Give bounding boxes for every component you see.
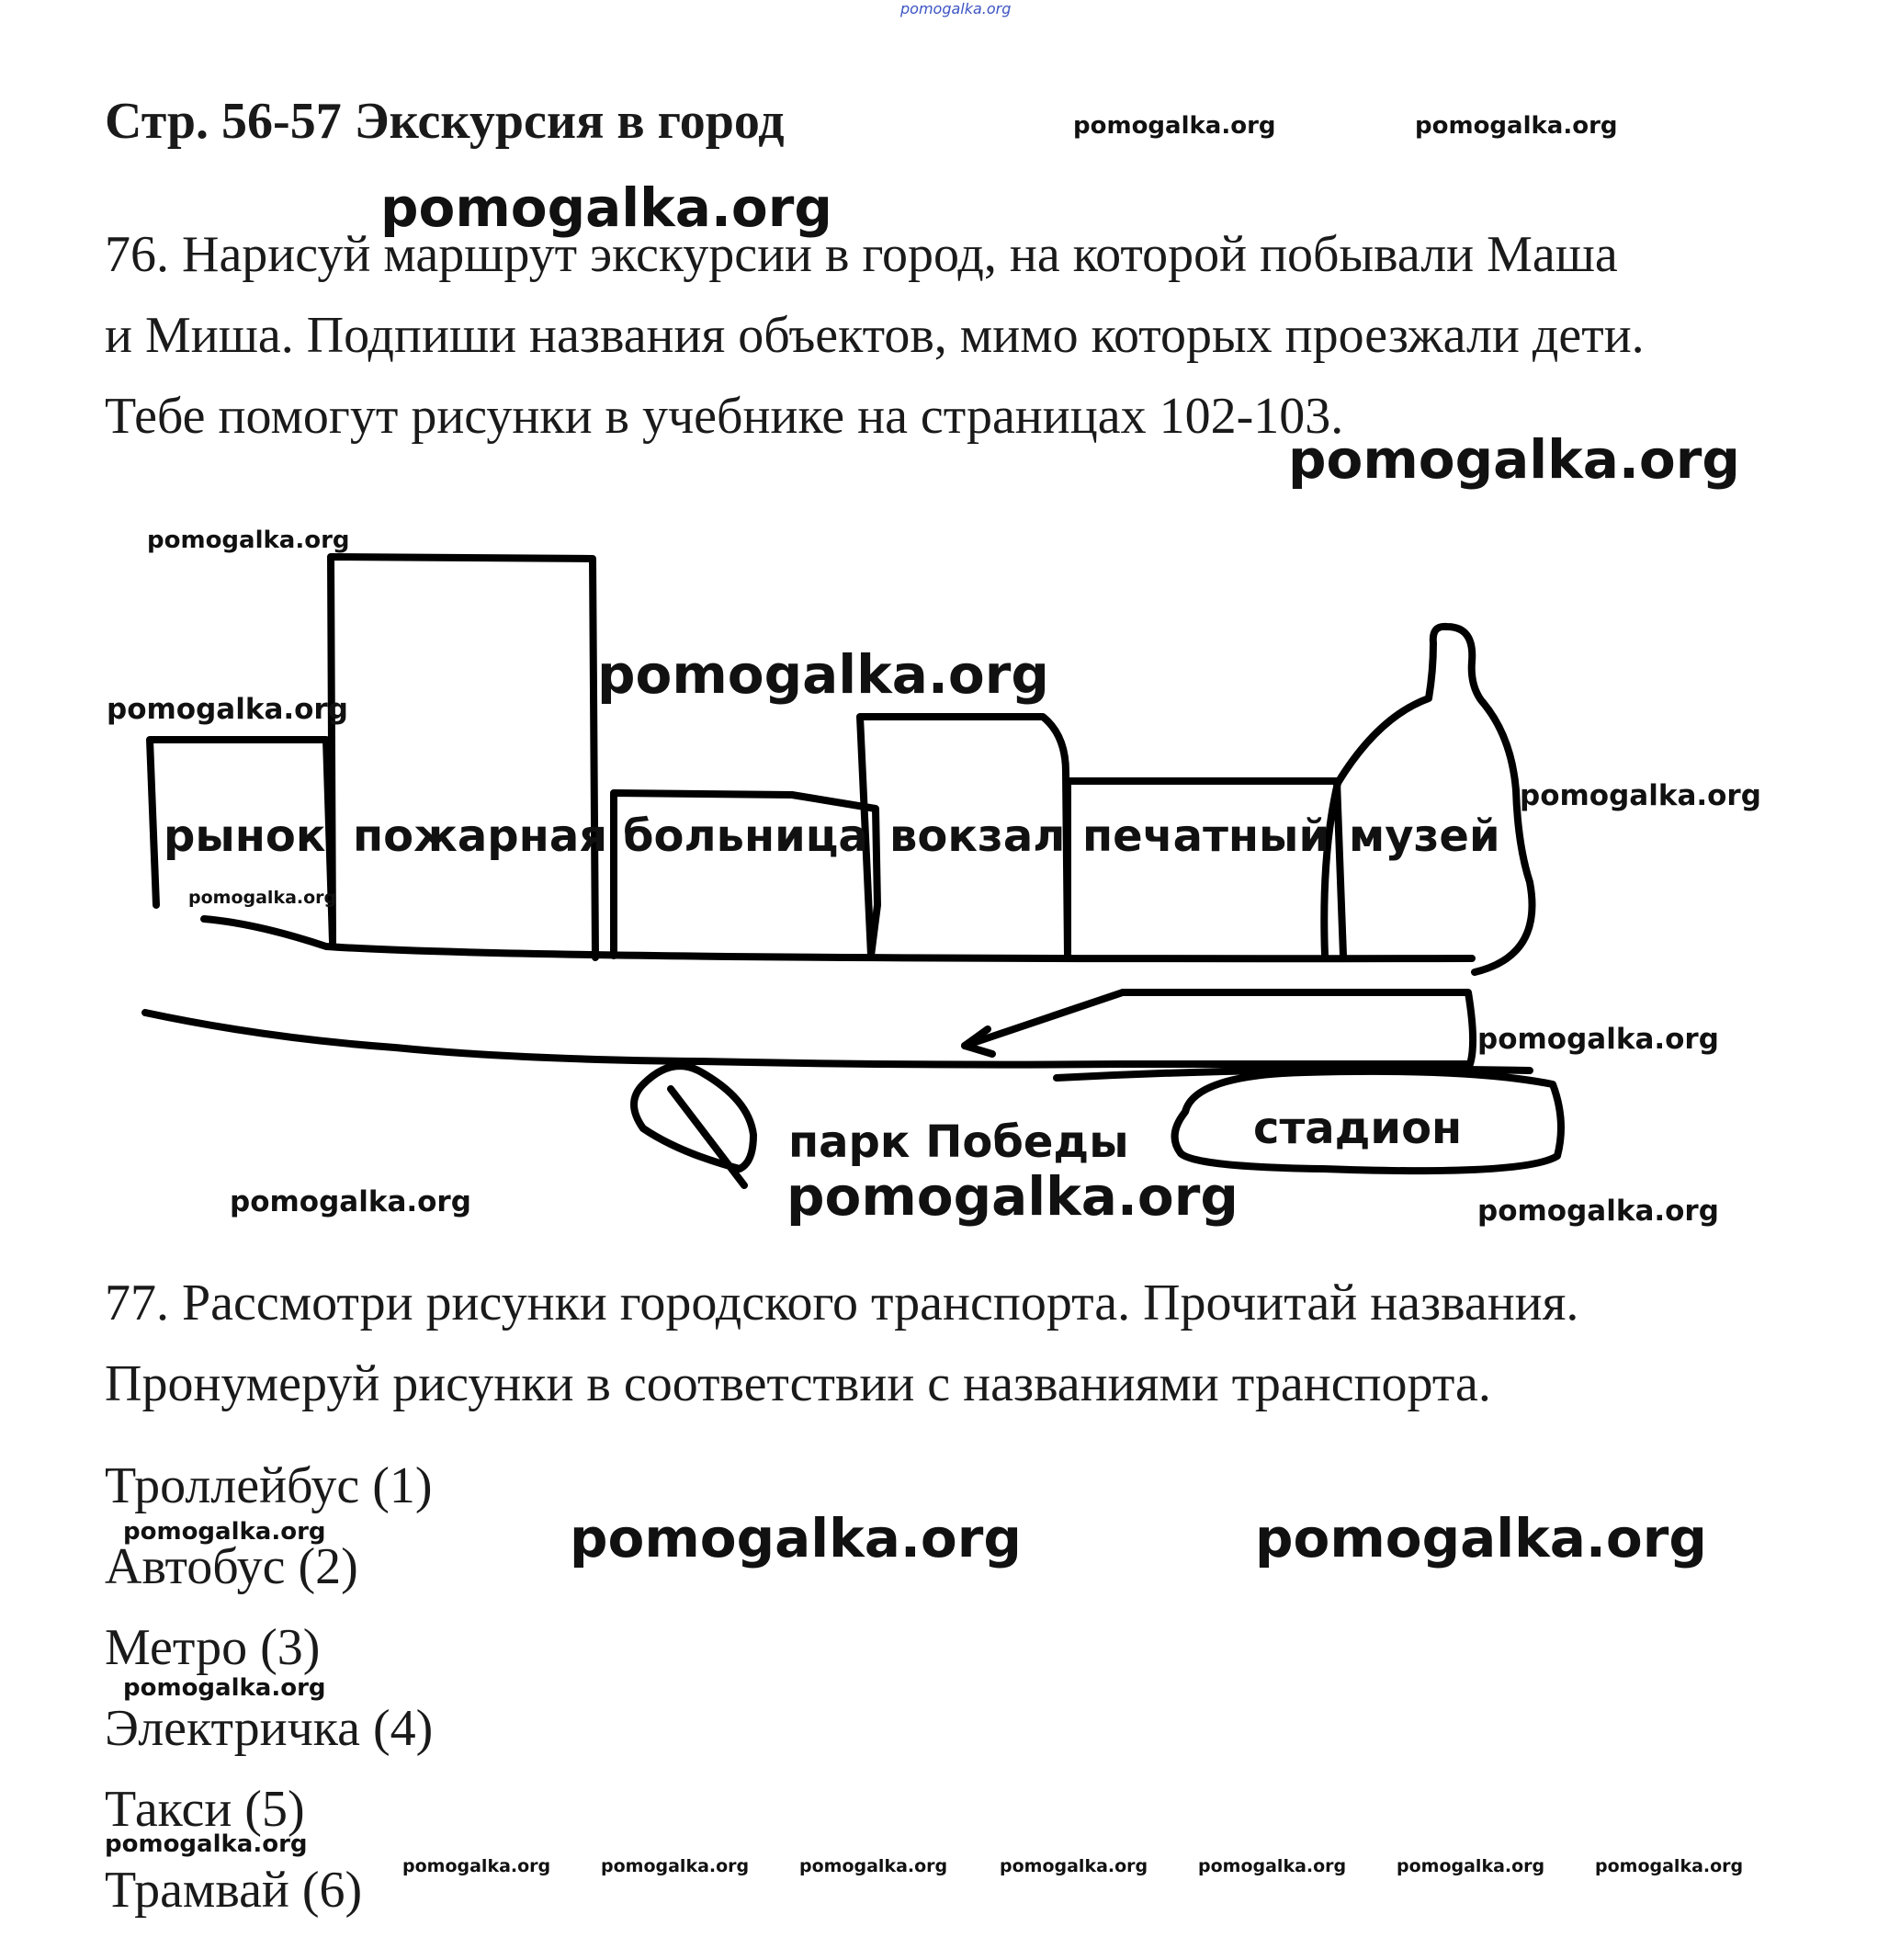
label-firestation: пожарная (353, 810, 608, 862)
watermark: pomogalka.org (107, 693, 348, 726)
watermark: pomogalka.org (1073, 112, 1276, 140)
watermark: pomogalka.org (1595, 1856, 1744, 1876)
building-printing-outline (1068, 781, 1343, 956)
transport-item: Такси (5) (105, 1781, 305, 1838)
task77-line1: 77. Рассмотри рисунки городского транспорта. Прочитай названия. (105, 1275, 1579, 1331)
watermark: pomogalka.org (123, 1674, 326, 1702)
task77-line2: Пронумеруй рисунки в соответствии с названиями транспорта. (105, 1355, 1491, 1412)
label-station: вокзал (889, 810, 1066, 862)
label-hospital: больница (623, 810, 868, 862)
transport-item: Троллейбус (1) (105, 1457, 433, 1514)
road-bottom-line (145, 992, 1473, 1065)
watermark: pomogalka.org (570, 1507, 1022, 1569)
watermark: pomogalka.org (105, 1830, 308, 1858)
watermark: pomogalka.org (123, 1518, 326, 1546)
watermark: pomogalka.org (402, 1856, 551, 1876)
watermark: pomogalka.org (601, 1856, 750, 1876)
watermark-top: pomogalka.org (900, 0, 1012, 17)
label-stadium: стадион (1253, 1103, 1463, 1154)
building-museum-outline (1338, 627, 1533, 972)
label-printing: печатный (1082, 810, 1330, 862)
transport-item: Электричка (4) (105, 1700, 434, 1757)
label-museum: музей (1349, 810, 1500, 862)
watermark: pomogalka.org (1415, 112, 1618, 140)
watermark: pomogalka.org (147, 527, 350, 554)
watermark: pomogalka.org (799, 1856, 948, 1876)
transport-item: Трамвай (6) (105, 1862, 363, 1919)
label-market: рынок (164, 810, 326, 862)
task76-line1: 76. Нарисуй маршрут экскурсии в город, на которой побывали Маша (105, 226, 1618, 283)
road-top-line (204, 919, 1472, 958)
watermark: pomogalka.org (1520, 779, 1761, 812)
park-leaf-stem (671, 1089, 744, 1185)
building-museum-base (1324, 783, 1338, 956)
watermark: pomogalka.org (786, 1165, 1239, 1228)
watermark: pomogalka.org (1000, 1856, 1148, 1876)
transport-item: Автобус (2) (105, 1538, 358, 1595)
watermark: pomogalka.org (230, 1185, 471, 1218)
watermark: pomogalka.org (188, 888, 337, 908)
page-title: Стр. 56-57 Экскурсия в город (105, 93, 785, 150)
task76-line2: и Миша. Подпиши названия объектов, мимо которых проезжали дети. (105, 307, 1645, 364)
task76-line3: Тебе помогут рисунки в учебнике на страницах 102-103. (105, 388, 1344, 445)
watermark: pomogalka.org (1397, 1856, 1545, 1876)
route-arrow (965, 992, 1123, 1046)
building-firestation-outline (331, 557, 595, 957)
watermark: pomogalka.org (1255, 1507, 1707, 1569)
label-park: парк Победы (788, 1116, 1129, 1168)
watermark: pomogalka.org (1477, 1023, 1719, 1056)
watermark: pomogalka.org (380, 176, 832, 239)
watermark: pomogalka.org (597, 643, 1049, 706)
watermark: pomogalka.org (1198, 1856, 1347, 1876)
watermark: pomogalka.org (1477, 1195, 1719, 1228)
watermark: pomogalka.org (1288, 428, 1740, 491)
transport-item: Метро (3) (105, 1619, 321, 1676)
